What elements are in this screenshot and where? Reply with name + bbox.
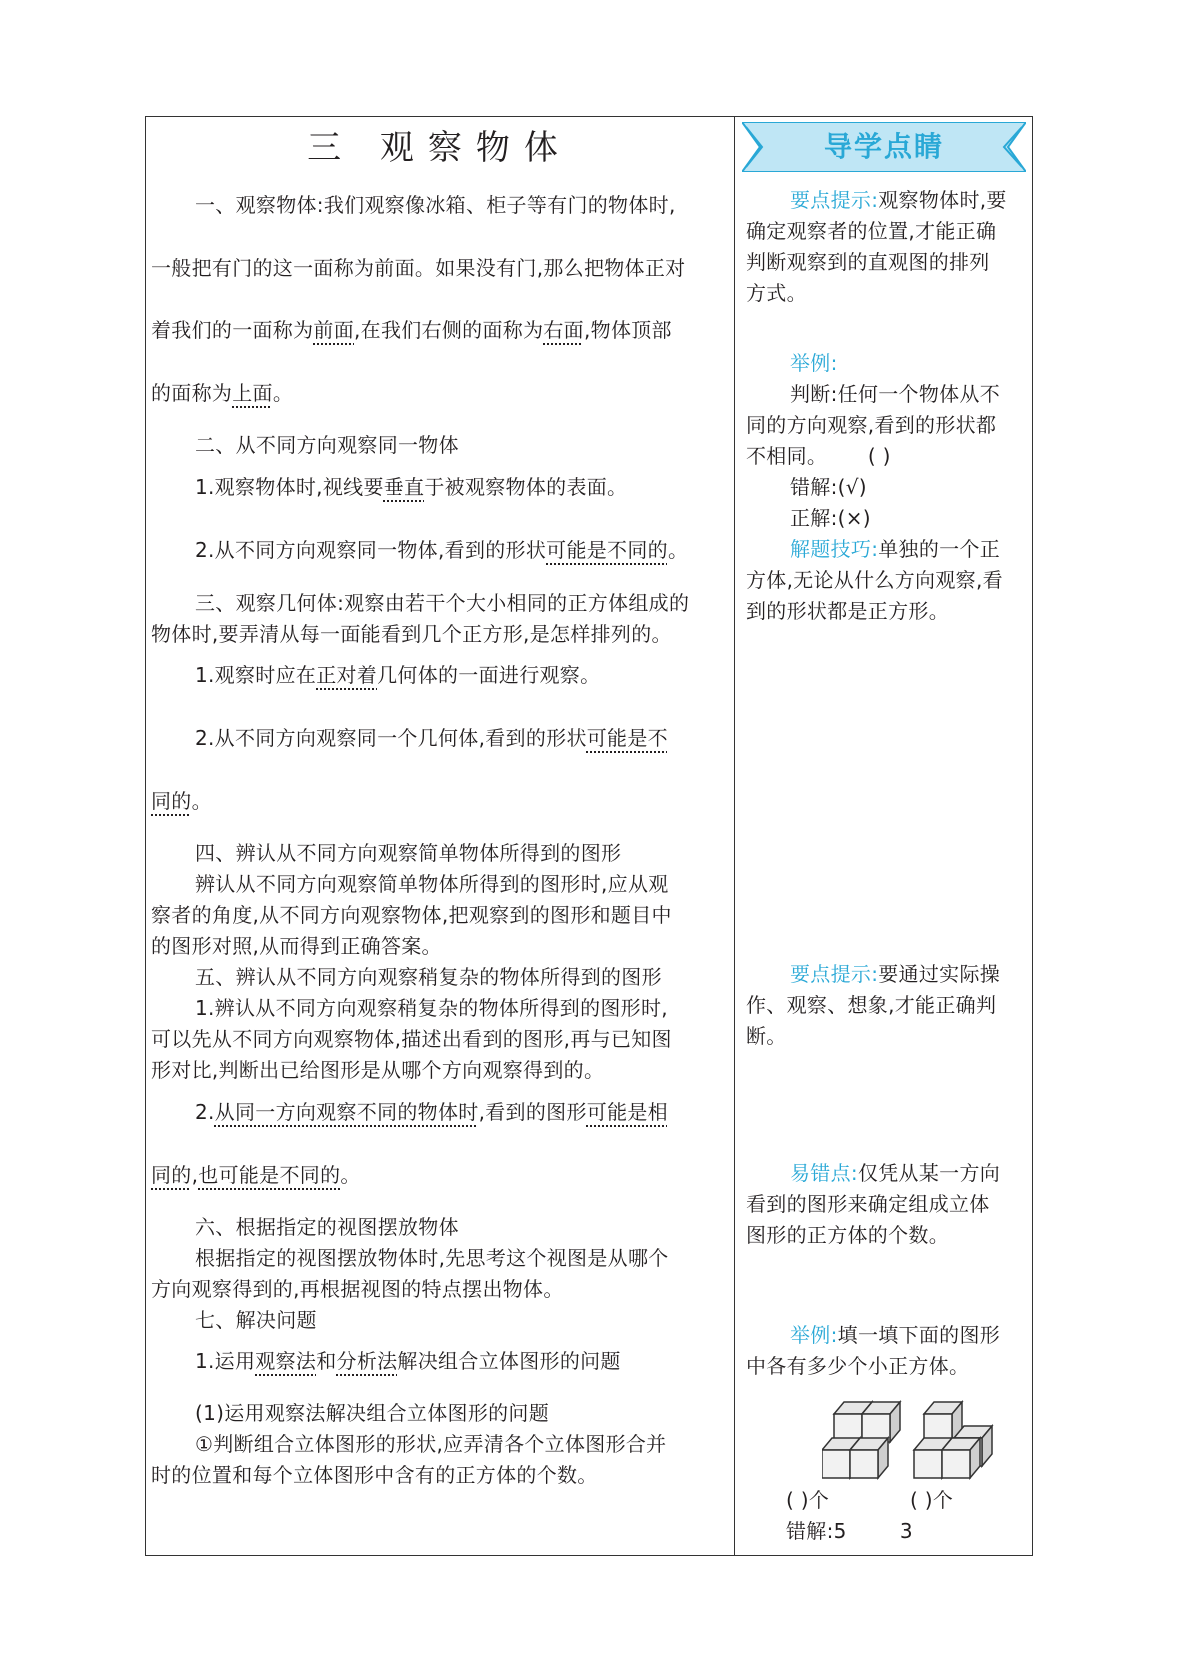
section7-circle1-line1: ①判断组合立体图形的形状,应弄清各个立体图形合并 <box>195 1432 667 1456</box>
page-title: 三 观察物体 <box>307 128 572 168</box>
section1-line1: 一、观察物体:我们观察像冰箱、柜子等有门的物体时, <box>195 193 676 217</box>
emphasis: 同的 <box>151 1163 192 1187</box>
correct-answer-1: 正解:(×) <box>790 506 871 530</box>
error-label: 易错点: <box>790 1161 858 1185</box>
example-label: 举例: <box>790 1323 838 1347</box>
section1-line4 <box>151 380 293 406</box>
text: 要通过实际操 <box>878 962 1001 986</box>
example1-line3 <box>746 443 891 469</box>
tip2-line3: 断。 <box>746 1024 787 1048</box>
section7-subitem1: (1)运用观察法解决组合立体图形的问题 <box>195 1401 550 1425</box>
text: 的面称为 <box>151 381 233 405</box>
text: 着我们的一面称为 <box>151 318 314 342</box>
wrong-answer-2: 错解:5 3 <box>786 1519 913 1543</box>
text: 。 <box>340 1163 361 1187</box>
text: 仅凭从某一方向 <box>857 1161 1001 1185</box>
skill-line1 <box>790 536 1000 562</box>
section2-item2 <box>195 537 688 563</box>
text: 。 <box>667 538 689 562</box>
text: 。 <box>191 789 212 813</box>
skill-line2: 方体,无论从什么方向观察,看 <box>746 568 1003 592</box>
emphasis: 从同一方向观察不同的物体时 <box>214 1100 479 1124</box>
text: 2.从不同方向观察同一物体,看到的形状 <box>195 538 547 562</box>
text: ,在我们右侧的面称为 <box>354 318 544 342</box>
text: ,看到的图形 <box>478 1100 587 1124</box>
text: 和 <box>316 1349 337 1373</box>
skill-label: 解题技巧: <box>790 537 879 561</box>
section3-item1 <box>195 662 600 688</box>
error-point-line2: 看到的图形来确定组成立体 <box>746 1192 990 1216</box>
section2-item1 <box>195 474 627 500</box>
section2-heading: 二、从不同方向观察同一物体 <box>195 433 459 457</box>
tip1-line2: 确定观察者的位置,才能正确 <box>746 219 997 243</box>
tip1-line3: 判断观察到的直观图的排列 <box>746 250 990 274</box>
text: 。 <box>272 381 294 405</box>
section7-heading: 七、解决问题 <box>195 1308 317 1332</box>
section1-line3 <box>151 317 672 343</box>
section3-line2: 物体时,要弄清从每一面能看到几个正方形,是怎样排列的。 <box>151 622 672 646</box>
wrong-answer-1: 错解:(√) <box>790 475 867 499</box>
section4-line3: 的图形对照,从而得到正确答案。 <box>151 934 442 958</box>
error-point-line1 <box>790 1160 1000 1186</box>
text: , <box>191 1163 199 1187</box>
example1-line2: 同的方向观察,看到的形状都 <box>746 413 997 437</box>
text: 单独的一个正 <box>878 537 1001 561</box>
text: ,物体顶部 <box>583 318 672 342</box>
text: 几何体的一面进行观察。 <box>377 663 601 687</box>
emphasis: 可能是不 <box>586 726 668 750</box>
emphasis: 可能是相 <box>586 1100 668 1124</box>
section5-item1-line1: 1.辨认从不同方向观察稍复杂的物体所得到的图形时, <box>195 996 668 1020</box>
example2-line2: 中各有多少个小正方体。 <box>746 1354 970 1378</box>
example1-label: 举例: <box>790 351 838 375</box>
text: 1.观察物体时,视线要 <box>195 475 384 499</box>
skill-line3: 到的形状都是正方形。 <box>746 599 949 623</box>
example1-line1: 判断:任何一个物体从不 <box>790 382 1001 406</box>
text: 不相同。 <box>746 444 828 468</box>
answer-blank-right: ( )个 <box>910 1488 954 1512</box>
text: 2.从不同方向观察同一个几何体,看到的形状 <box>195 726 587 750</box>
section1-line2: 一般把有门的这一面称为前面。如果没有门,那么把物体正对 <box>151 256 686 280</box>
column-divider <box>734 116 735 1556</box>
text: 1.运用 <box>195 1349 256 1373</box>
emphasis: 垂直 <box>383 475 425 499</box>
text: 解决组合立体图形的问题 <box>397 1349 621 1373</box>
example2-line1 <box>790 1322 1000 1348</box>
section4-line2: 察者的角度,从不同方向观察物体,把观察到的图形和题目中 <box>151 903 672 927</box>
emphasis: 正对着 <box>316 663 378 687</box>
answer-blank: ( ) <box>867 444 891 468</box>
section3-item2 <box>195 725 668 751</box>
section4-heading: 四、辨认从不同方向观察简单物体所得到的图形 <box>195 841 622 865</box>
emphasis: 同的 <box>151 789 192 813</box>
section4-line1: 辨认从不同方向观察简单物体所得到的图形时,应从观 <box>195 872 669 896</box>
emphasis: 可能是不同的 <box>546 538 668 562</box>
text: 填一填下面的图形 <box>837 1323 1001 1347</box>
tip1-line1 <box>790 187 1007 213</box>
tip-label: 要点提示: <box>790 188 879 212</box>
emphasis: 上面 <box>232 381 273 405</box>
tip1-line4: 方式。 <box>746 281 807 305</box>
section7-item1 <box>195 1348 621 1374</box>
section5-item1-line3: 形对比,判断出已给图形是从哪个方向观察得到的。 <box>151 1058 605 1082</box>
section5-item1-line2: 可以先从不同方向观察物体,描述出看到的图形,再与已知图 <box>151 1027 672 1051</box>
section7-circle1-line2: 时的位置和每个立体图形中含有的正方体的个数。 <box>151 1463 598 1487</box>
section6-heading: 六、根据指定的视图摆放物体 <box>195 1215 459 1239</box>
emphasis: 也可能是不同的 <box>198 1163 341 1187</box>
cube-figure-right <box>914 1402 992 1478</box>
cube-figure-left <box>822 1402 900 1478</box>
section3-item2-cont <box>151 788 212 814</box>
tip2-line2: 作、观察、想象,才能正确判 <box>746 993 997 1017</box>
cube-figures <box>822 1400 994 1480</box>
error-point-line3: 图形的正方体的个数。 <box>746 1223 949 1247</box>
tip-label: 要点提示: <box>790 962 879 986</box>
section6-line1: 根据指定的视图摆放物体时,先思考这个视图是从哪个 <box>195 1246 669 1270</box>
section3-line1: 三、观察几何体:观察由若干个大小相同的正方体组成的 <box>195 591 690 615</box>
emphasis: 右面 <box>543 318 584 342</box>
section5-item2-cont <box>151 1162 361 1188</box>
text: 2. <box>195 1100 215 1124</box>
tip2-line1 <box>790 961 1000 987</box>
text: 1.观察时应在 <box>195 663 317 687</box>
section5-heading: 五、辨认从不同方向观察稍复杂的物体所得到的图形 <box>195 965 662 989</box>
section5-item2 <box>195 1099 668 1125</box>
banner-title: 导学点睛 <box>823 130 944 163</box>
answer-blank-left: ( )个 <box>786 1488 830 1512</box>
section6-line2: 方向观察得到的,再根据视图的特点摆出物体。 <box>151 1277 564 1301</box>
emphasis: 分析法 <box>336 1349 398 1373</box>
emphasis: 前面 <box>313 318 355 342</box>
text: 观察物体时,要 <box>878 188 1007 212</box>
text: 于被观察物体的表面。 <box>424 475 628 499</box>
emphasis: 观察法 <box>255 1349 317 1373</box>
